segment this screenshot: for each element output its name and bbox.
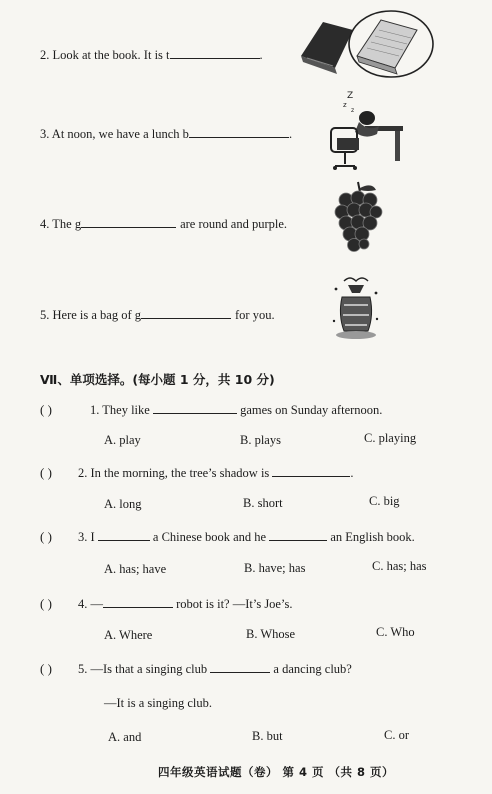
question-text-end: for you. <box>235 308 275 322</box>
option-b[interactable]: B. plays <box>240 433 281 447</box>
svg-text:z: z <box>343 101 347 109</box>
answer-blank[interactable] <box>103 596 173 608</box>
gift-bag-icon <box>330 275 380 341</box>
answer-blank[interactable] <box>269 529 327 541</box>
option-a[interactable]: A. and <box>108 730 142 744</box>
question-text-end: an English book. <box>327 530 415 544</box>
question-text-end: games on Sunday afternoon. <box>236 403 383 417</box>
option-b[interactable]: B. have; has <box>244 561 306 575</box>
question-text: 4. — <box>78 597 103 611</box>
question-text-end: robot is it? —It’s Joe’s. <box>173 597 293 611</box>
question-text: 3. I <box>78 530 98 544</box>
grapes-icon <box>330 180 386 256</box>
answer-blank[interactable] <box>189 126 289 138</box>
answer-blank[interactable] <box>141 307 231 319</box>
option-b[interactable]: B. but <box>252 729 283 743</box>
answer-paren[interactable]: ( ) <box>40 529 52 544</box>
question-text: 1. They like <box>90 403 153 417</box>
fill-in-question-5 <box>40 307 275 323</box>
fill-in-question-2 <box>40 47 263 63</box>
option-c[interactable]: C. has; has <box>372 559 427 573</box>
mc-question-2 <box>78 465 354 481</box>
option-c[interactable]: C. big <box>369 494 400 508</box>
question-text: 2. In the morning, the tree’s shadow is <box>78 466 273 480</box>
question-text: 2. Look at the book. It is t <box>40 48 170 62</box>
option-a[interactable]: A. play <box>104 433 141 447</box>
answer-blank[interactable] <box>272 465 350 477</box>
question-text: 3. At noon, we have a lunch b <box>40 127 189 141</box>
answer-blank[interactable] <box>153 402 237 414</box>
mc-question-4 <box>78 596 292 612</box>
mc-question-3 <box>78 529 415 545</box>
section-title: Ⅶ、单项选择。(每小题 1 分，共 10 分) <box>40 372 275 387</box>
book-icon <box>295 8 435 80</box>
mc-question-5 <box>78 661 352 677</box>
question-text-end: a dancing club? <box>270 662 352 676</box>
answer-paren[interactable]: ( ) <box>40 402 52 417</box>
question-text-end: . <box>259 48 263 62</box>
page-footer: 四年级英语试题（卷） 第 4 页 （共 8 页） <box>158 765 395 779</box>
answer-paren[interactable]: ( ) <box>40 596 52 611</box>
svg-text:z: z <box>351 107 355 114</box>
option-b[interactable]: B. short <box>243 496 283 510</box>
option-a[interactable]: A. Where <box>104 628 153 642</box>
fill-in-question-3 <box>40 126 292 142</box>
option-a[interactable]: A. long <box>104 497 142 511</box>
answer-paren[interactable]: ( ) <box>40 661 52 676</box>
option-a[interactable]: A. has; have <box>104 562 167 576</box>
option-c[interactable]: C. or <box>384 728 409 742</box>
sleeping-at-desk-icon <box>325 88 407 172</box>
option-b[interactable]: B. Whose <box>246 627 296 641</box>
question-text-mid: a Chinese book and he <box>149 530 270 544</box>
question-text: 5. Here is a bag of g <box>40 308 142 322</box>
question-text: 4. The g <box>40 217 82 231</box>
answer-paren[interactable]: ( ) <box>40 465 52 480</box>
question-text-end: . <box>350 466 354 480</box>
option-c[interactable]: C. playing <box>364 431 417 445</box>
answer-blank[interactable] <box>98 529 150 541</box>
question-text-end: are round and purple. <box>180 217 287 231</box>
fill-in-question-4 <box>40 216 287 232</box>
option-c[interactable]: C. Who <box>376 625 415 639</box>
answer-blank[interactable] <box>170 47 260 59</box>
mc-question-1 <box>90 402 382 418</box>
answer-blank[interactable] <box>81 216 176 228</box>
mc-question-5-line2: —It is a singing club. <box>104 696 212 710</box>
answer-blank[interactable] <box>210 661 270 673</box>
question-text: 5. —Is that a singing club <box>78 662 211 676</box>
svg-text:Z: Z <box>347 91 354 101</box>
question-text-end: . <box>288 127 293 141</box>
